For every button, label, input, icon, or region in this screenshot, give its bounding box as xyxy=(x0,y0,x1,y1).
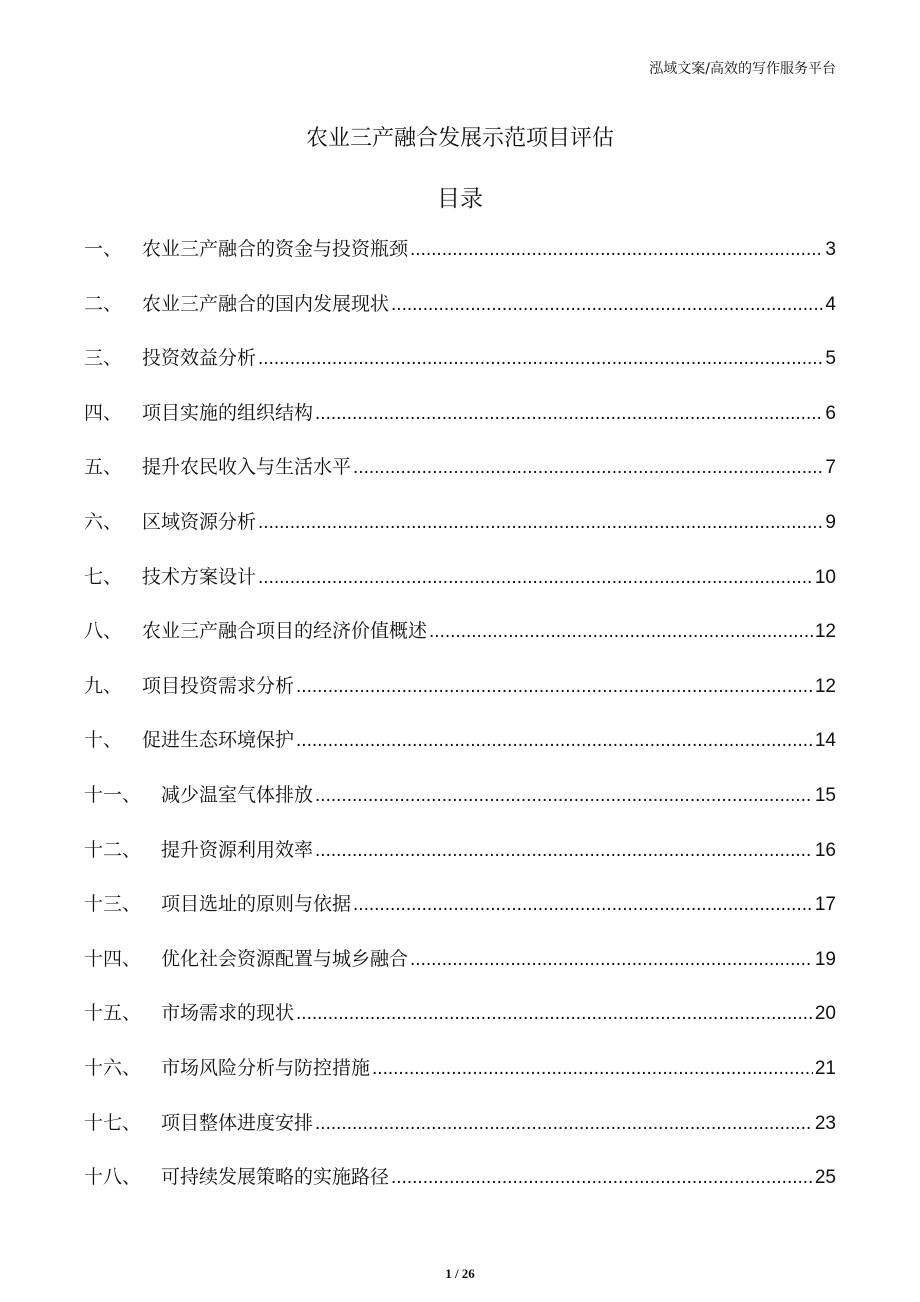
toc-entry-page[interactable]: 14 xyxy=(814,730,836,752)
toc-entry-number: 十二、 xyxy=(84,838,142,861)
toc-entry[interactable] xyxy=(84,1053,836,1108)
toc-dot-leader xyxy=(429,621,813,643)
toc-entry-page[interactable]: 12 xyxy=(814,675,836,697)
toc-entry-title[interactable]: 提升农民收入与生活水平 xyxy=(142,456,352,479)
toc-dot-leader xyxy=(353,457,823,479)
toc-entry-title[interactable]: 促进生态环境保护 xyxy=(142,729,295,752)
toc-entry[interactable] xyxy=(84,507,836,562)
toc-entry-page[interactable]: 7 xyxy=(825,457,836,479)
toc-entry[interactable] xyxy=(84,998,836,1053)
toc-entry-page[interactable]: 10 xyxy=(814,566,836,588)
toc-entry[interactable] xyxy=(84,1108,836,1163)
page-header: 泓域文案/高效的写作服务平台 xyxy=(649,61,836,77)
toc-entry-page[interactable]: 15 xyxy=(814,784,836,806)
toc-entry-page[interactable]: 12 xyxy=(814,621,836,643)
toc-dot-leader xyxy=(391,1167,813,1189)
toc-entry-number: 十六、 xyxy=(84,1056,142,1079)
toc-entry-page[interactable]: 21 xyxy=(814,1057,836,1079)
toc-entry-page[interactable]: 17 xyxy=(814,894,836,916)
toc-entry-title[interactable]: 项目整体进度安排 xyxy=(161,1111,314,1134)
toc-entry-title[interactable]: 项目投资需求分析 xyxy=(142,674,295,697)
toc-entry-number: 二、 xyxy=(84,292,123,315)
toc-entry[interactable] xyxy=(84,452,836,507)
toc-entry[interactable] xyxy=(84,944,836,999)
toc-entry-page[interactable]: 3 xyxy=(825,239,836,260)
toc-dot-leader xyxy=(410,949,813,971)
toc-dot-leader xyxy=(315,1113,813,1135)
toc-entry-page[interactable]: 4 xyxy=(825,293,836,315)
toc-dot-leader xyxy=(296,676,813,698)
toc-entry-number: 一、 xyxy=(84,238,123,260)
page-number: 1 / 26 xyxy=(445,1266,475,1281)
toc-dot-leader xyxy=(353,894,813,916)
toc-entry-title[interactable]: 项目选址的原则与依据 xyxy=(161,893,352,916)
toc-entry-title[interactable]: 技术方案设计 xyxy=(142,565,257,588)
toc-entry-number: 六、 xyxy=(84,510,123,533)
toc-entry-title[interactable]: 优化社会资源配置与城乡融合 xyxy=(161,947,409,970)
toc-entry-number: 三、 xyxy=(84,347,123,370)
toc-dot-leader xyxy=(315,403,823,425)
toc-entry-title[interactable]: 提升资源利用效率 xyxy=(161,838,314,861)
toc-entry-page[interactable]: 16 xyxy=(814,839,836,861)
toc-entry[interactable] xyxy=(84,616,836,671)
toc-entry-title[interactable]: 可持续发展策略的实施路径 xyxy=(161,1166,390,1189)
toc-entry[interactable] xyxy=(84,889,836,944)
toc-entry-title[interactable]: 市场风险分析与防控措施 xyxy=(161,1056,371,1079)
table-of-contents xyxy=(84,234,836,1217)
toc-entry-title[interactable]: 农业三产融合项目的经济价值概述 xyxy=(142,620,428,643)
toc-entry-page[interactable]: 19 xyxy=(814,948,836,970)
toc-entry-title[interactable]: 减少温室气体排放 xyxy=(161,783,314,806)
document-title: 农业三产融合发展示范项目评估 xyxy=(305,126,614,151)
toc-dot-leader xyxy=(372,1058,813,1080)
toc-dot-leader xyxy=(391,294,823,316)
toc-entry-title[interactable]: 农业三产融合的国内发展现状 xyxy=(142,292,390,315)
toc-entry[interactable] xyxy=(84,835,836,890)
toc-entry-number: 十四、 xyxy=(84,947,142,970)
toc-entry-number: 十五、 xyxy=(84,1002,142,1025)
toc-entry-number: 四、 xyxy=(84,401,123,424)
toc-dot-leader xyxy=(296,730,813,752)
toc-entry-page[interactable]: 6 xyxy=(825,402,836,424)
toc-dot-leader xyxy=(258,567,813,589)
toc-dot-leader xyxy=(315,785,813,807)
toc-dot-leader xyxy=(258,348,823,370)
toc-dot-leader xyxy=(258,512,823,534)
toc-entry-page[interactable]: 23 xyxy=(814,1112,836,1134)
toc-entry[interactable] xyxy=(84,343,836,398)
toc-entry[interactable] xyxy=(84,725,836,780)
toc-entry[interactable] xyxy=(84,398,836,453)
toc-dot-leader xyxy=(410,239,823,261)
toc-entry-page[interactable]: 9 xyxy=(825,511,836,533)
toc-entry-title[interactable]: 区域资源分析 xyxy=(142,510,257,533)
toc-entry-title[interactable]: 市场需求的现状 xyxy=(161,1002,295,1025)
toc-entry-title[interactable]: 投资效益分析 xyxy=(142,347,257,370)
toc-entry[interactable] xyxy=(84,671,836,726)
toc-entry-number: 十八、 xyxy=(84,1166,142,1189)
toc-entry-number: 十七、 xyxy=(84,1111,142,1134)
toc-entry-page[interactable]: 20 xyxy=(814,1003,836,1025)
toc-heading: 目录 xyxy=(437,186,483,212)
toc-entry[interactable] xyxy=(84,780,836,835)
toc-entry-number: 九、 xyxy=(84,674,123,697)
toc-entry[interactable] xyxy=(84,289,836,344)
toc-dot-leader xyxy=(296,1003,813,1025)
toc-entry-number: 七、 xyxy=(84,565,123,588)
toc-entry[interactable] xyxy=(84,234,836,289)
toc-entry-page[interactable]: 25 xyxy=(814,1167,836,1189)
toc-entry-title[interactable]: 农业三产融合的资金与投资瓶颈 xyxy=(142,238,409,260)
toc-entry-number: 五、 xyxy=(84,456,123,479)
toc-dot-leader xyxy=(315,840,813,862)
toc-entry-number: 十三、 xyxy=(84,893,142,916)
toc-entry-number: 十一、 xyxy=(84,783,142,806)
toc-entry-title[interactable]: 项目实施的组织结构 xyxy=(142,401,314,424)
toc-entry-number: 十、 xyxy=(84,729,123,752)
toc-entry-page[interactable]: 5 xyxy=(825,348,836,370)
toc-entry[interactable] xyxy=(84,562,836,617)
toc-entry-number: 八、 xyxy=(84,620,123,643)
toc-entry[interactable] xyxy=(84,1162,836,1217)
